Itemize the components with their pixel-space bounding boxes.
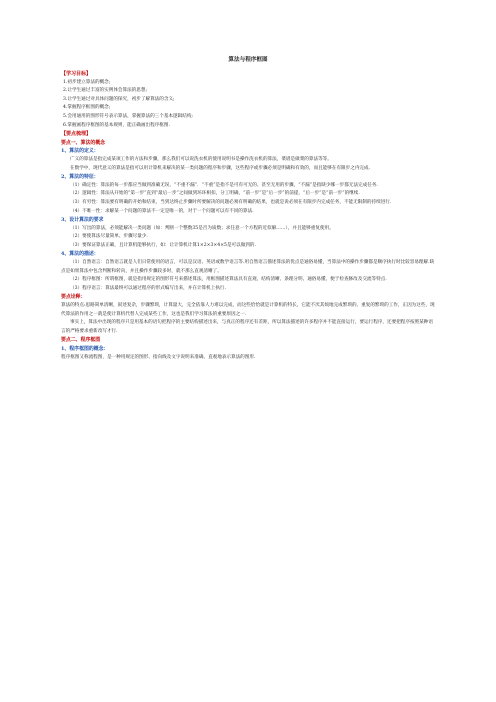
requirements-heading: 3、设计算法的要求 xyxy=(61,217,104,224)
goal-item: 3.让学生通过对具体问题的探究，初步了解算法的含义; xyxy=(63,96,175,102)
document-content xyxy=(61,56,435,362)
feature-paragraph: （4）不唯一性：求解某一个问题的算法不一定是唯一的，对于一个问题可以有不同的算法. xyxy=(70,208,254,214)
goal-item: 2.让学生通过丰富的实例体会算法的思想; xyxy=(63,88,148,94)
requirement-paragraph: （2）要使算法尽量简单、步骤尽量少. xyxy=(70,234,148,240)
requirement-paragraph: （3）要保证算法正确，且计算机能够执行，如：让计算机计算1×2×3×4×5是可以做到的. xyxy=(70,242,256,248)
features-heading: 2、算法的特征： xyxy=(61,174,99,181)
requirement-paragraph: （1）写出的算法，必须能解决一类问题（如：判断一个整数35是否为质数；求任意一个方程的近似解……），并且能够重复使用。 xyxy=(70,225,334,231)
concept-heading: 1、程序框图的概念： xyxy=(61,346,109,352)
concept-paragraph: 程序框图又称流程图，是一种用规定的图形、指向线及文字说明来准确、直观地表示算法的图形. xyxy=(61,354,256,360)
summary-header: 【要点梳理】 xyxy=(61,131,92,138)
definition-paragraph: 广义的算法是指完成某项工作的方法和步骤，那么我们可以说洗衣机的使用说明书是操作洗衣机的算法，菜谱是做菜的算法等等。 xyxy=(70,156,332,162)
goals-header: 【学习目标】 xyxy=(61,71,92,77)
doc-title: 算法与程序框图 xyxy=(228,57,268,63)
description-heading: 4、算法的描述： xyxy=(61,251,99,258)
description-paragraph: （1）自然语言：自然语言就是人们日常使用的语言，可以是汉语、英语或数学语言等.用自然语言描述算法的优点是通俗易懂，当算法中的操作步骤都是顺序执行时比较容易理解.缺点是如果算法中包含判断和转向，并且操作步骤较多时，就不那么直观清晰了。 xyxy=(61,260,435,274)
key-notes-paragraph: 算法的特点:思路简单清晰，叙述复杂，步骤繁琐，计算量大，完全依靠人力难以完成，而这些恰恰就是计算机的特长，它能不厌其烦地完成繁琐的、重复的繁琐的工作，正因为这些，现代算法的作用之一就是使计算机代替人完成某些工作，这也是我们学习算法的重要原因之一. xyxy=(61,303,435,317)
feature-paragraph: （2）逻辑性：算法从开始的“第一步”直到“最后一步”之间做到环环相扣，分工明确，“前一步”是“后一步”的前提，“后一步”是“前一步”的继续. xyxy=(70,191,360,197)
key-notes-paragraph: 事实上，算法中出现的程序只是用基本的语句把程序的主要结构描述出来，与真正的程序还有差距，所以算法描述的许多程序并不能直接运行，要运行程序，还要把程序按照某种语言的严格要求重新改写才行. xyxy=(61,320,433,334)
point-two-heading: 要点二、程序框图 xyxy=(61,337,101,344)
goal-item: 6.掌握画程序框图的基本规则，能正确画出程序框图. xyxy=(63,122,170,128)
goal-item: 5.会用通用的图形符号表示算法，掌握算法的三个基本逻辑结构; xyxy=(63,113,193,119)
key-notes-heading: 要点诠释： xyxy=(61,294,86,301)
goal-item: 4.掌握程序框图的概念; xyxy=(63,105,111,111)
definition-paragraph: 在数学中，现代意义的算法是指可以用计算机来解决的某一类问题的程序和步骤，这些程序或步骤必须是明确和有效的，而且能够在有限步之内完成. xyxy=(70,165,371,171)
point-one-heading: 要点一、算法的概念 xyxy=(61,139,106,146)
feature-paragraph: （1）确定性：算法的每一步都应当做到准确无误、“不重不漏”．“不重”是指不是可有可无的、甚至无用的步骤，“不漏”是指缺少哪一步都无法完成任务. xyxy=(70,182,378,188)
definition-heading: 1、算法的定义： xyxy=(61,148,99,155)
feature-paragraph: （3）有穷性：算法要有明确的开始和结束，当到达终止步骤时所要解决的问题必须有明确的结果，也就是说必须在有限步内完成任务，不能无限制的持续进行. xyxy=(70,199,392,205)
description-paragraph: （2）程序框图：所谓框图，就是指用规定的图形符号来描述算法，用框图描述算法具有直观、结构清晰、条理分明、通俗易懂、便于检查修改及交流等特点. xyxy=(70,277,387,283)
goal-item: 1.初步建立算法的概念; xyxy=(63,79,111,85)
description-paragraph: （3）程序语言：算法最终可以通过程序的形式编写出来，并在计算机上执行. xyxy=(70,285,226,291)
